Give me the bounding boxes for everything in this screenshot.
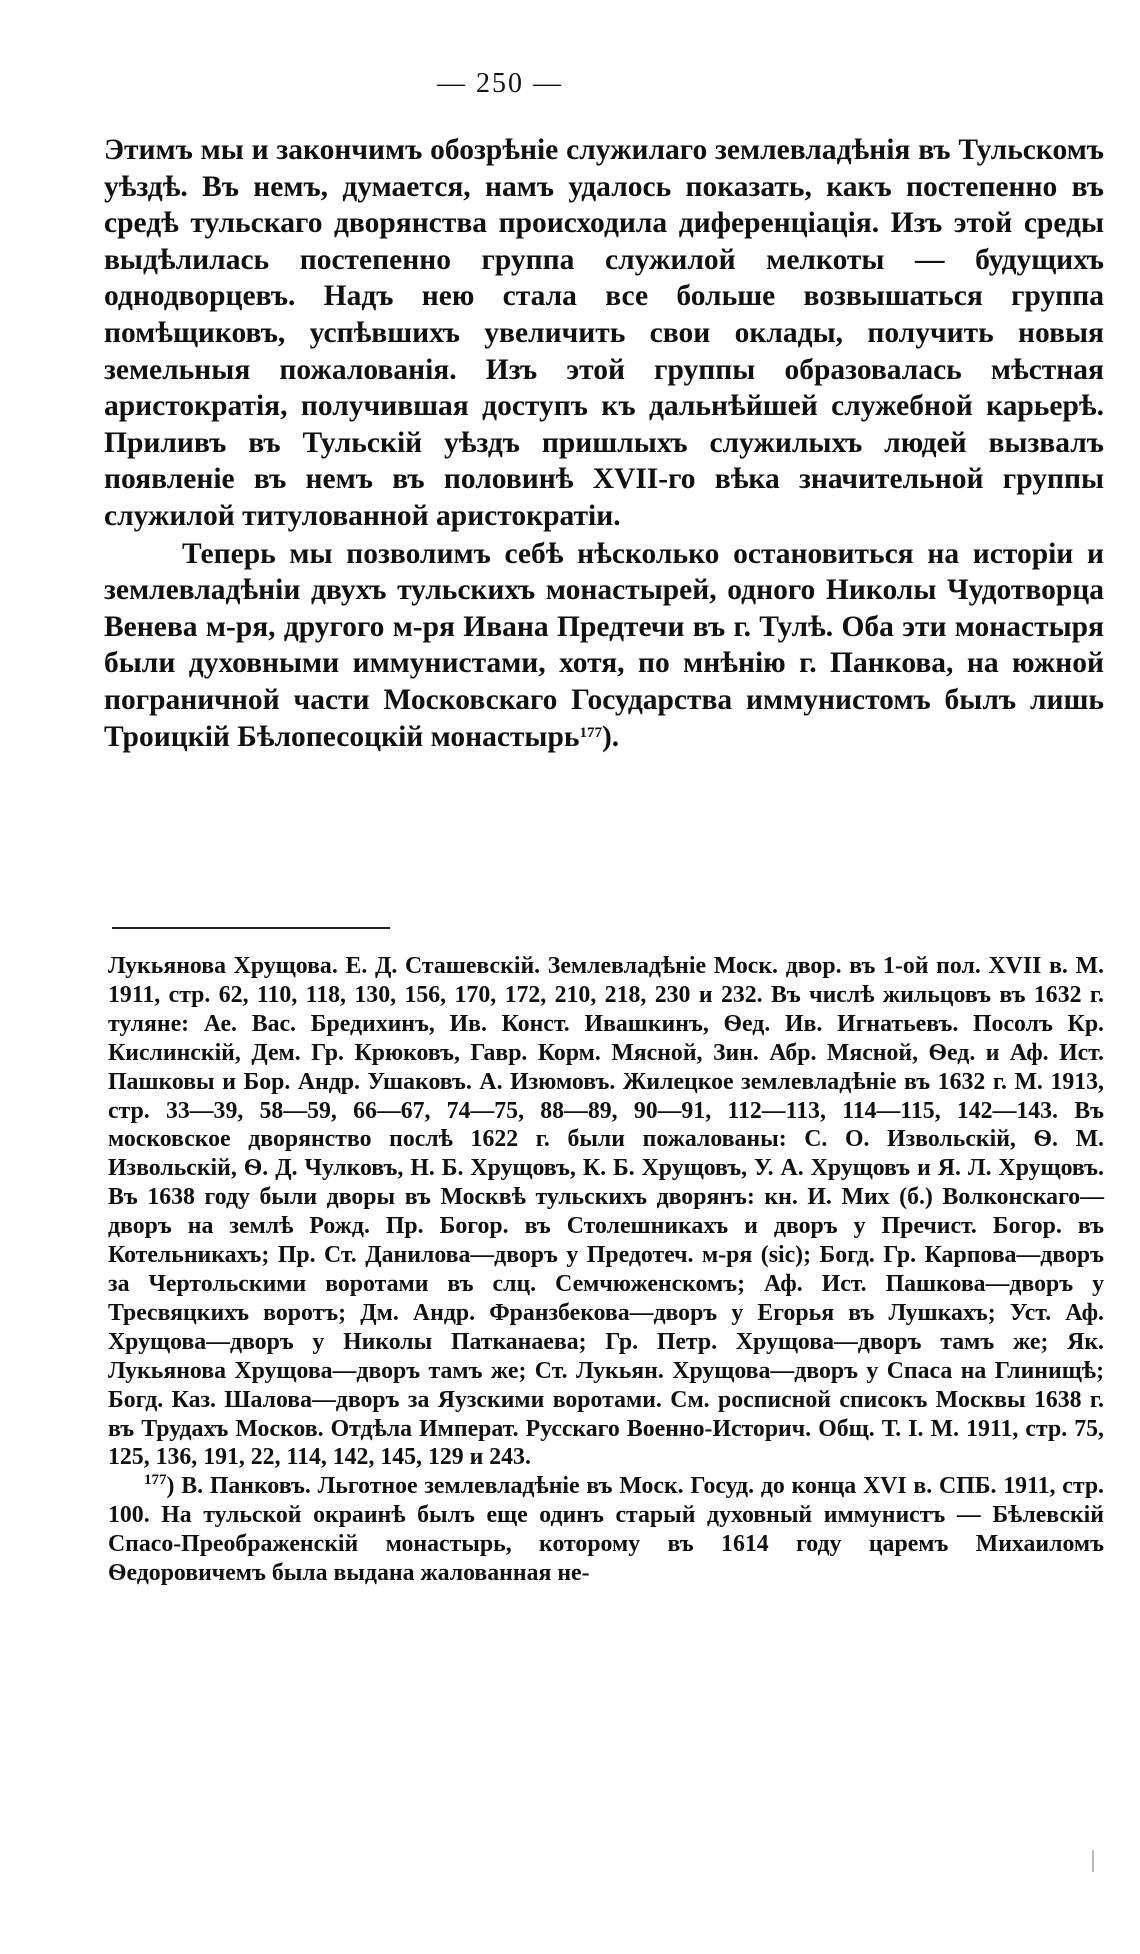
footnote-divider (112, 927, 390, 929)
footnote-176-continued: Лукьянова Хрущова. Е. Д. Сташевскій. Землевладѣніе Моск. двор. въ 1-ой пол. XVII в. М. 1911, стр. 62, 110, 118, 130, 156, 170, 172, 210, 218, 230 и 232. Въ числѣ жильцовъ въ 1632 г. туляне: Ае. Вас. Бредихинъ, Ив. Конст. Ивашкинъ, Ѳед. Ив. Игнатьевъ. Посолъ Кр. Кислинскій, Дем. Гр. Крюковъ, Гавр. Корм. Мясной, Зин. Абр. Мясной, Ѳед. и Аф. Ист. Пашковы и Бор. Андр. Ушаковъ. А. Изюмовъ. Жилецкое землевладѣніе въ 1632 г. М. 1913, стр. 33—39, 58—59, 66—67, 74—75, 88—89, 90—91, 112—113, 114—115, 142—143. Въ московское дворянство послѣ 1622 г. были пожалованы: С. О. Извольскій, Ѳ. М. Извольскій, Ѳ. Д. Чулковъ, Н. Б. Хрущовъ, К. Б. Хрущовъ, У. А. Хрущовъ и Я. Л. Хрущовъ. Въ 1638 году были дворы въ Москвѣ тульскихъ дворянъ: кн. И. Мих (б.) Волконскаго—дворъ на землѣ Рожд. Пр. Богор. въ Столешникахъ и дворъ у Пречист. Богор. въ Котельникахъ; Пр. Ст. Данилова—дворъ у Предотеч. м-ря (sic); Богд. Гр. Карпова—дворъ за Чертольскими воротами въ слц. Семчюженскомъ; Аф. Ист. Пашкова—дворъ у Тресвяцкихъ воротъ; Дм. Андр. Франзбекова—дворъ у Егорья въ Лушкахъ; Уст. Аф. Хрущова—дворъ у Николы Патканаева; Гр. Петр. Хрущова—дворъ тамъ же; Як. Лукьянова Хрущова—дворъ тамъ же; Ст. Лукьян. Хрущова—дворъ у Спаса на Глинищѣ; Богд. Каз. Шалова—дворъ за Яузскими воротами. См. росписной списокъ Москвы 1638 г. въ Трудахъ Москов. Отдѣла Императ. Русскаго Военно-Историч. Общ. Т. I. М. 1911, стр. 75, 125, 136, 191, 22, 114, 142, 145, 129 и 243. (108, 953, 1104, 1471)
footnote-number: 177 (144, 1472, 167, 1489)
footnote-ref-177: 177 (579, 724, 602, 741)
footnote-177-text: ) В. Панковъ. Льготное землевладѣніе въ Моск. Госуд. до конца XVI в. СПБ. 1911, стр. 100. На тульской окраинѣ былъ еще одинъ старый духовный иммунистъ — Бѣлевскій Спасо-Преображенскій монастырь, которому въ 1614 году царемъ Михаиломъ Ѳедоровичемъ была выдана жалованная не- (108, 1473, 1104, 1587)
footnotes (108, 952, 1104, 1588)
scan-mark (1092, 1850, 1094, 1872)
page-number: — 250 — (437, 68, 563, 99)
main-text (104, 132, 1104, 755)
paragraph-1: Этимъ мы и закончимъ обозрѣніе служилаго землевладѣнія въ Тульскомъ уѣздѣ. Въ немъ, думается, намъ удалось показать, какъ постепенно въ средѣ тульскаго дворянства происходила диференціація. Изъ этой среды выдѣлилась постепенно группа служилой мелкоты — будущихъ однодворцевъ. Надъ нею стала все больше возвышаться группа помѣщиковъ, успѣвшихъ увеличить свои оклады, получить новыя земельныя пожалованія. Изъ этой группы образовалась мѣстная аристократія, получившая доступъ къ дальнѣйшей служебной карьерѣ. Приливъ въ Тульскій уѣздъ пришлыхъ служилыхъ людей вызвалъ появленіе въ немъ въ половинѣ XVII-го вѣка значительной группы служилой титулованной аристократіи. (104, 134, 1104, 532)
paragraph-2-end: ). (601, 720, 620, 753)
paragraph-2 (104, 536, 1104, 756)
footnote-177 (108, 1472, 1104, 1588)
paragraph-2-text: Теперь мы позволимъ себѣ нѣсколько остановиться на исторіи и землевладѣніи двухъ тульскихъ монастырей, одного Николы Чудотворца Венева м-ря, другого м-ря Ивана Предтечи въ г. Тулѣ. Оба эти монастыря были духовными иммунистами, хотя, по мнѣнію г. Панкова, на южной пограничной части Московскаго Государства иммунистомъ былъ лишь Троицкій Бѣлопесоцкій монастырь (104, 537, 1104, 753)
